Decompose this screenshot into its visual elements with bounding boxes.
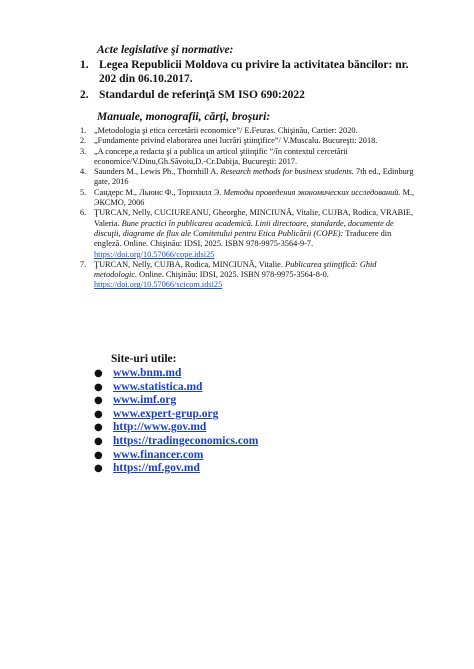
site-link-tradingeconomics[interactable]: https://tradingeconomics.com [113,434,259,447]
bullet-icon: ● [94,422,103,434]
list-item: 5. Сандерс М., Льюис Ф., Торнхилл Э. Методы проведения экономических исследований. М., ЭКСМО, 2006 [80,187,415,208]
list-item: 1. Legea Republicii Moldova cu privire la activitatea băncilor: nr. 202 din 06.10.2017. [80,59,409,85]
bullet-icon: ● [94,463,103,475]
manuals-list [80,126,420,291]
useful-sites-heading: Site-uri utile: [111,353,177,365]
site-link-bnm[interactable]: www.bnm.md [113,367,182,379]
list-item: 7. ŢURCAN, Nelly, CUJBA, Rodica, MINCIUNĂ, Vitalie. Publicarea ştiinţifică: Ghid metodologic. Online. Chişinău: IDSI, 2025. ISBN 978-9975-3564-8-0. https://doi.org/10.57066/scicom.idsi25 [80,259,377,290]
list-item [94,462,394,476]
list-item: 4. Saunders M., Lewis Ph., Thornhill A. Research methods for business students. 7th ed., Edinburg gate, 2016 [80,167,414,187]
bullet-icon: ● [94,449,103,461]
list-item [94,394,394,408]
bullet-icon: ● [94,435,103,447]
list-item [94,421,394,435]
list-item [94,408,394,422]
doi-link-cope[interactable]: https://doi.org/10.57066/cope.idsi25 [94,249,215,259]
site-link-imf[interactable]: www.imf.org [113,394,177,407]
list-item: 6. ŢURCAN, Nelly, CUCIUREANU, Gheorghe, MINCIUNĂ, Vitalie, CUJBA, Rodica, VRABIE, Valeria. Bune practici în publicarea academică. Linii directoare, standarde, documente de discuţii, diagrame de flux ale Comitetului pentru Etica Publicării (COPE): Traducere din engleză. Online. Chişinău: IDSI, 2025. ISBN 978-9975-3564-9-7. https://doi.org/10.57066/cope.idsi25 [80,208,414,259]
list-item: 3. „A concepe,a redacta şi a publica un articol ştiinţific ”/în contextul cercetării economice/V.Dinu,Gh.Săvoiu,D.-Cr.Dabija, Bucureşti: 2017. [80,146,348,166]
list-item [94,435,394,449]
list-item: 2. Standardul de referinţă SM ISO 690:2022 [80,89,305,101]
bullet-icon: ● [94,408,103,420]
bullet-icon: ● [94,368,103,379]
site-link-expert-grup[interactable]: www.expert-grup.org [113,407,219,420]
site-link-gov[interactable]: http://www.gov.md [113,421,207,434]
legislative-acts-heading: Acte legislative şi normative: [97,44,234,56]
list-item [94,381,394,395]
site-link-mf[interactable]: https://mf.gov.md [113,462,200,475]
manuals-heading: Manuale, monografii, cărţi, broşuri: [97,111,271,123]
bullet-icon: ● [94,381,103,393]
list-item: 1. „Metodologia şi etica cercetării economice”/ E.Feuras. Chişinău, Cartier: 2020. [80,126,358,135]
list-item: 2. „Fundamente privind elaborarea unei lucrări ştiinţifice”/ V.Muscalu. Bucureşti: 2018. [80,136,378,146]
list-item [94,449,394,463]
legislative-acts-list [80,59,420,103]
useful-sites-list [94,367,394,476]
list-item [94,367,394,381]
bullet-icon: ● [94,395,103,407]
site-link-financer[interactable]: www.financer.com [113,448,204,461]
site-link-statistica[interactable]: www.statistica.md [113,380,203,393]
doi-link-scicom[interactable]: https://doi.org/10.57066/scicom.idsi25 [94,280,223,290]
